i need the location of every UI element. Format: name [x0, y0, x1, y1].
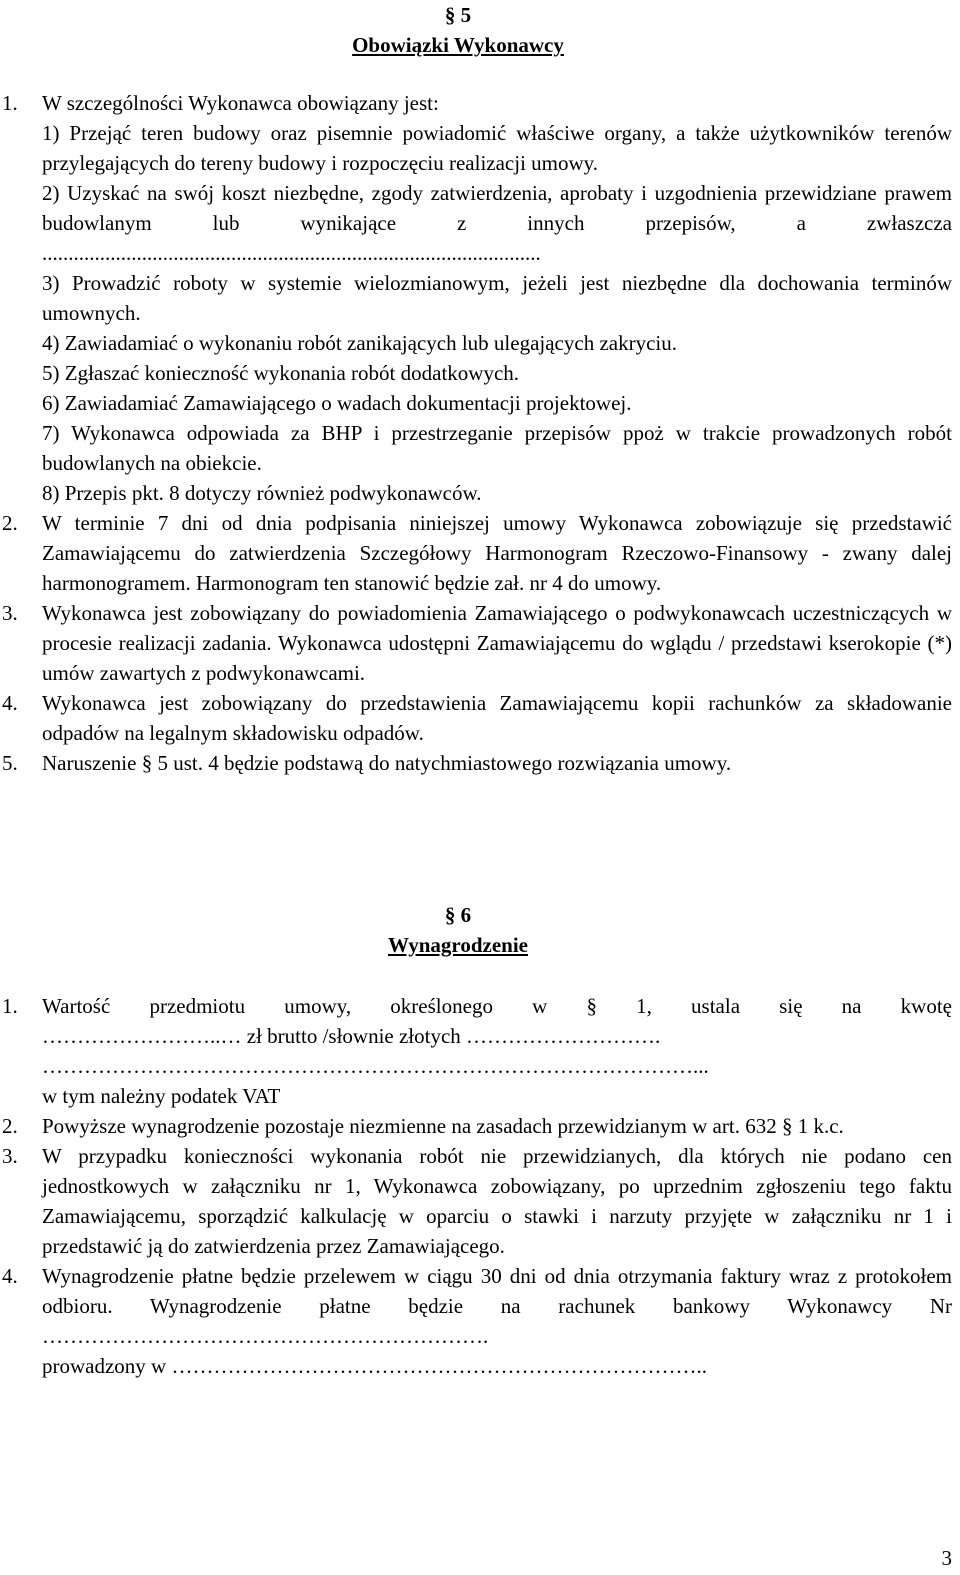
s5-item-3-number: 3. — [2, 601, 18, 625]
s5-subitem-6: 6) Zawiadamiać Zamawiającego o wadach dokumentacji projektowej. — [42, 391, 632, 415]
section-5-header — [0, 0, 916, 60]
s6-item-3 — [2, 1141, 952, 1261]
s6-item-1-number: 1. — [2, 994, 18, 1018]
s5-item-1-intro: W szczególności Wykonawca obowiązany jest: — [42, 91, 439, 115]
s6-item-4 — [2, 1261, 952, 1381]
s5-item-5 — [2, 748, 952, 778]
s5-subitem-5: 5) Zgłaszać konieczność wykonania robót dodatkowych. — [42, 361, 520, 385]
s6-item-1-line-4: w tym należny podatek VAT — [42, 1084, 281, 1108]
s6-item-1-line-3: …………………………………………………………………………………... — [42, 1054, 709, 1078]
s6-item-2-number: 2. — [2, 1114, 18, 1138]
s6-item-4-text: Wynagrodzenie płatne będzie przelewem w ciągu 30 dni od dnia otrzymania faktury wraz z protokołem odbioru. Wynagrodzenie płatne będzie na rachunek bankowy Wykonawcy Nr ………………………………………………………. — [42, 1264, 952, 1348]
s6-item-3-text: W przypadku konieczności wykonania robót nie przewidzianych, dla których nie podano cen jednostkowych w załączniku nr 1, Wykonawca zobowiązany, po uprzednim zgłoszeniu tego faktu Zamawiającemu, sporządzić kalkulację w oparciu o stawki i narzuty przyjęte w załączniku nr 1 i przedstawić ją do zatwierdzenia przez Zamawiającego. — [42, 1144, 952, 1258]
s6-item-4-number: 4. — [2, 1264, 18, 1288]
s6-item-1-line-1: Wartość przedmiotu umowy, określonego w § 1, ustala się na kwotę — [42, 994, 952, 1018]
section-5-body — [2, 88, 952, 778]
s5-subitem-8: 8) Przepis pkt. 8 dotyczy również podwykonawców. — [42, 481, 482, 505]
section-5-title: Obowiązki Wykonawcy — [352, 33, 564, 57]
s5-subitem-1: 1) Przejąć teren budowy oraz pisemnie powiadomić właściwe organy, a także użytkowników terenów przylegających do tereny budowy i rozpoczęciu realizacji umowy. — [42, 121, 952, 175]
s5-subitem-7: 7) Wykonawca odpowiada za BHP i przestrzeganie przepisów ppoż w trakcie prowadzonych robót budowlanych na obiekcie. — [42, 421, 952, 475]
section-6-header — [0, 900, 916, 960]
s5-item-4-number: 4. — [2, 691, 18, 715]
s6-item-4-extra: prowadzony w ………………………………………………………………….. — [42, 1354, 707, 1378]
s6-item-2-text: Powyższe wynagrodzenie pozostaje niezmienne na zasadach przewidzianym w art. 632 § 1 k.c. — [42, 1114, 844, 1138]
s5-item-5-text: Naruszenie § 5 ust. 4 będzie podstawą do natychmiastowego rozwiązania umowy. — [42, 751, 732, 775]
s5-item-3-text: Wykonawca jest zobowiązany do powiadomienia Zamawiającego o podwykonawcach uczestniczących w procesie realizacji zadania. Wykonawca udostępni Zamawiającemu do wglądu / przedstawi kserokopie (*) umów zawartych z podwykonawcami. — [42, 601, 952, 685]
s5-item-2-text: W terminie 7 dni od dnia podpisania niniejszej umowy Wykonawca zobowiązuje się przedstawić Zamawiającemu do zatwierdzenia Szczegółowy Harmonogram Rzeczowo-Finansowy - zwany dalej harmonogramem. Harmonogram ten stanowić będzie zał. nr 4 do umowy. — [42, 511, 952, 595]
s5-item-5-number: 5. — [2, 751, 18, 775]
s6-item-3-number: 3. — [2, 1144, 18, 1168]
section-6-body — [2, 991, 952, 1381]
s5-subitem-4: 4) Zawiadamiać o wykonaniu robót zanikających lub ulegających zakryciu. — [42, 331, 677, 355]
s5-subitem-2: 2) Uzyskać na swój koszt niezbędne, zgody zatwierdzenia, aprobaty i uzgodnienia przewidziane prawem budowlanym lub wynikające z innych przepisów, a zwłaszcza ............................................................................................... — [42, 181, 952, 265]
s5-item-1-number: 1. — [2, 91, 18, 115]
section-6-title: Wynagrodzenie — [388, 933, 528, 957]
s6-item-1-line-2: ……………………..… zł brutto /słownie złotych ………………………. — [42, 1024, 661, 1048]
page-number: 3 — [941, 1546, 952, 1570]
s5-item-4 — [2, 688, 952, 748]
s5-item-2 — [2, 508, 952, 598]
s5-item-4-text: Wykonawca jest zobowiązany do przedstawienia Zamawiającemu kopii rachunków za składowanie odpadów na legalnym składowisku odpadów. — [42, 691, 952, 745]
s6-item-2 — [2, 1111, 952, 1141]
s6-item-1 — [2, 991, 952, 1111]
section-6-symbol: § 6 — [444, 903, 472, 927]
section-5-symbol: § 5 — [444, 3, 472, 27]
s5-subitem-3: 3) Prowadzić roboty w systemie wielozmianowym, jeżeli jest niezbędne dla dochowania terminów umownych. — [42, 271, 952, 325]
s5-item-2-number: 2. — [2, 511, 18, 535]
s5-item-3 — [2, 598, 952, 688]
s5-item-1 — [2, 88, 952, 508]
